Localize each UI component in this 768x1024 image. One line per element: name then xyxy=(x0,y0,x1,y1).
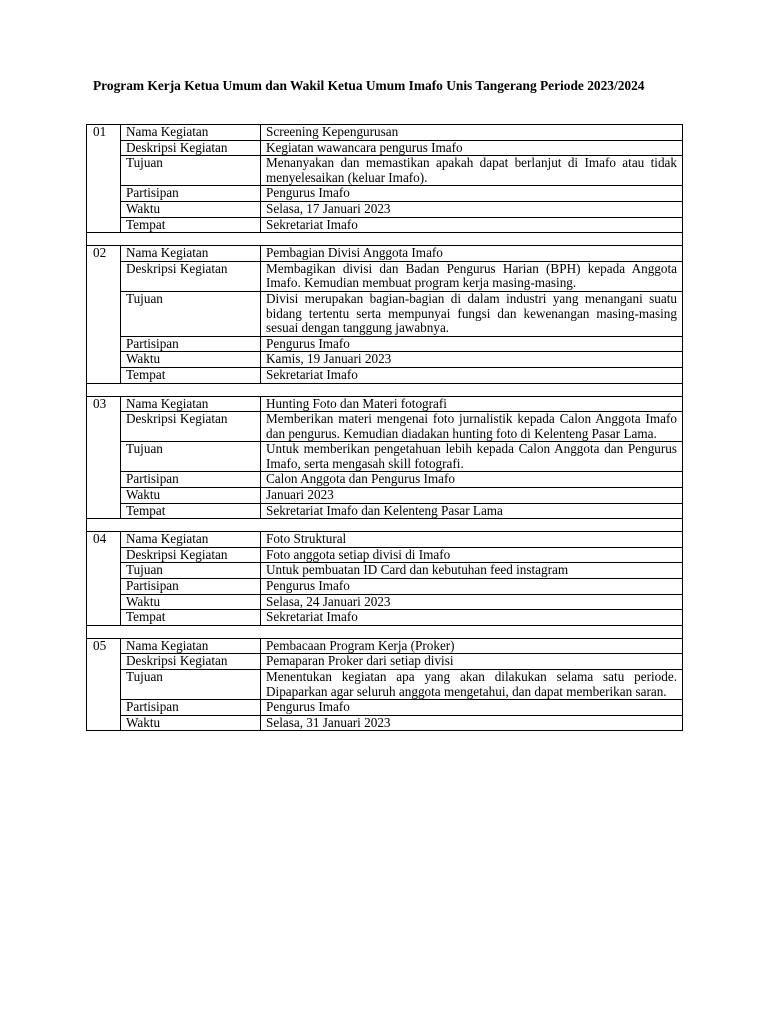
table-row xyxy=(87,246,683,262)
field-label: Tujuan xyxy=(121,563,261,579)
field-value: Kegiatan wawancara pengurus Imafo xyxy=(261,140,683,156)
spacer-cell xyxy=(87,233,683,246)
table-row xyxy=(87,336,683,352)
field-label: Partisipan xyxy=(121,336,261,352)
field-label: Deskripsi Kegiatan xyxy=(121,412,261,442)
field-value: Kamis, 19 Januari 2023 xyxy=(261,352,683,368)
field-label: Nama Kegiatan xyxy=(121,125,261,141)
table-row xyxy=(87,412,683,442)
program-table xyxy=(86,124,683,731)
field-value: Untuk pembuatan ID Card dan kebutuhan feed instagram xyxy=(261,563,683,579)
table-row xyxy=(87,594,683,610)
table-row xyxy=(87,140,683,156)
program-number: 02 xyxy=(87,246,121,383)
spacer-row xyxy=(87,233,683,246)
table-row xyxy=(87,579,683,595)
table-row xyxy=(87,156,683,186)
field-label: Partisipan xyxy=(121,579,261,595)
field-label: Waktu xyxy=(121,488,261,504)
field-label: Waktu xyxy=(121,715,261,731)
field-value: Membagikan divisi dan Badan Pengurus Harian (BPH) kepada Anggota Imafo. Kemudian membuat program kerja masing-masing. xyxy=(261,261,683,291)
table-row xyxy=(87,442,683,472)
field-value: Foto Struktural xyxy=(261,532,683,548)
field-label: Nama Kegiatan xyxy=(121,532,261,548)
field-label: Deskripsi Kegiatan xyxy=(121,654,261,670)
table-row xyxy=(87,654,683,670)
spacer-cell xyxy=(87,383,683,396)
field-value: Pembacaan Program Kerja (Proker) xyxy=(261,638,683,654)
field-value: Foto anggota setiap divisi di Imafo xyxy=(261,547,683,563)
table-row xyxy=(87,488,683,504)
field-label: Tempat xyxy=(121,217,261,233)
table-row xyxy=(87,201,683,217)
field-value: Pemaparan Proker dari setiap divisi xyxy=(261,654,683,670)
field-value: Screening Kepengurusan xyxy=(261,125,683,141)
table-row xyxy=(87,367,683,383)
field-value: Divisi merupakan bagian-bagian di dalam industri yang menangani suatu bidang tertentu serta mempunyai fungsi dan kewenangan masing-masing sesuai dengan tanggung jawabnya. xyxy=(261,291,683,336)
table-row xyxy=(87,715,683,731)
table-row xyxy=(87,700,683,716)
field-label: Nama Kegiatan xyxy=(121,638,261,654)
field-label: Deskripsi Kegiatan xyxy=(121,547,261,563)
table-row xyxy=(87,352,683,368)
spacer-row xyxy=(87,625,683,638)
table-row xyxy=(87,638,683,654)
field-label: Waktu xyxy=(121,594,261,610)
field-value: Memberikan materi mengenai foto jurnalistik kepada Calon Anggota Imafo dan pengurus. Kemudian diadakan hunting foto di Kelenteng Pasar Lama. xyxy=(261,412,683,442)
field-label: Partisipan xyxy=(121,700,261,716)
program-number: 05 xyxy=(87,638,121,731)
field-label: Waktu xyxy=(121,201,261,217)
spacer-cell xyxy=(87,625,683,638)
field-label: Tempat xyxy=(121,367,261,383)
program-number: 04 xyxy=(87,532,121,626)
table-row xyxy=(87,670,683,700)
field-label: Waktu xyxy=(121,352,261,368)
table-row xyxy=(87,291,683,336)
field-value: Calon Anggota dan Pengurus Imafo xyxy=(261,472,683,488)
table-row xyxy=(87,396,683,412)
document-title: Program Kerja Ketua Umum dan Wakil Ketua Umum Imafo Unis Tangerang Periode 2023/2024 xyxy=(93,78,645,93)
field-value: Sekretariat Imafo dan Kelenteng Pasar Lama xyxy=(261,503,683,519)
table-row xyxy=(87,503,683,519)
field-label: Nama Kegiatan xyxy=(121,396,261,412)
spacer-row xyxy=(87,383,683,396)
program-number: 01 xyxy=(87,125,121,233)
program-table-body xyxy=(87,125,683,731)
field-value: Pengurus Imafo xyxy=(261,579,683,595)
field-label: Tujuan xyxy=(121,442,261,472)
field-value: Pembagian Divisi Anggota Imafo xyxy=(261,246,683,262)
field-value: Selasa, 17 Januari 2023 xyxy=(261,201,683,217)
table-row xyxy=(87,261,683,291)
table-row xyxy=(87,532,683,548)
table-row xyxy=(87,610,683,626)
field-value: Menanyakan dan memastikan apakah dapat berlanjut di Imafo atau tidak menyelesaikan (keluar Imafo). xyxy=(261,156,683,186)
field-label: Tempat xyxy=(121,610,261,626)
field-value: Pengurus Imafo xyxy=(261,186,683,202)
field-value: Sekretariat Imafo xyxy=(261,217,683,233)
field-value: Januari 2023 xyxy=(261,488,683,504)
field-label: Partisipan xyxy=(121,472,261,488)
field-value: Selasa, 24 Januari 2023 xyxy=(261,594,683,610)
field-value: Sekretariat Imafo xyxy=(261,610,683,626)
table-row xyxy=(87,217,683,233)
table-row xyxy=(87,472,683,488)
table-row xyxy=(87,186,683,202)
field-label: Tujuan xyxy=(121,291,261,336)
spacer-cell xyxy=(87,519,683,532)
field-label: Deskripsi Kegiatan xyxy=(121,140,261,156)
program-number: 03 xyxy=(87,396,121,519)
field-label: Tempat xyxy=(121,503,261,519)
field-label: Nama Kegiatan xyxy=(121,246,261,262)
field-label: Partisipan xyxy=(121,186,261,202)
table-row xyxy=(87,547,683,563)
field-value: Untuk memberikan pengetahuan lebih kepada Calon Anggota dan Pengurus Imafo, serta mengasah skill fotografi. xyxy=(261,442,683,472)
field-value: Hunting Foto dan Materi fotografi xyxy=(261,396,683,412)
field-label: Deskripsi Kegiatan xyxy=(121,261,261,291)
field-value: Sekretariat Imafo xyxy=(261,367,683,383)
field-label: Tujuan xyxy=(121,156,261,186)
field-value: Selasa, 31 Januari 2023 xyxy=(261,715,683,731)
field-label: Tujuan xyxy=(121,670,261,700)
field-value: Menentukan kegiatan apa yang akan dilakukan selama satu periode. Dipaparkan agar seluruh anggota mengetahui, dan dapat memberikan saran. xyxy=(261,670,683,700)
field-value: Pengurus Imafo xyxy=(261,700,683,716)
table-row xyxy=(87,125,683,141)
spacer-row xyxy=(87,519,683,532)
table-row xyxy=(87,563,683,579)
field-value: Pengurus Imafo xyxy=(261,336,683,352)
